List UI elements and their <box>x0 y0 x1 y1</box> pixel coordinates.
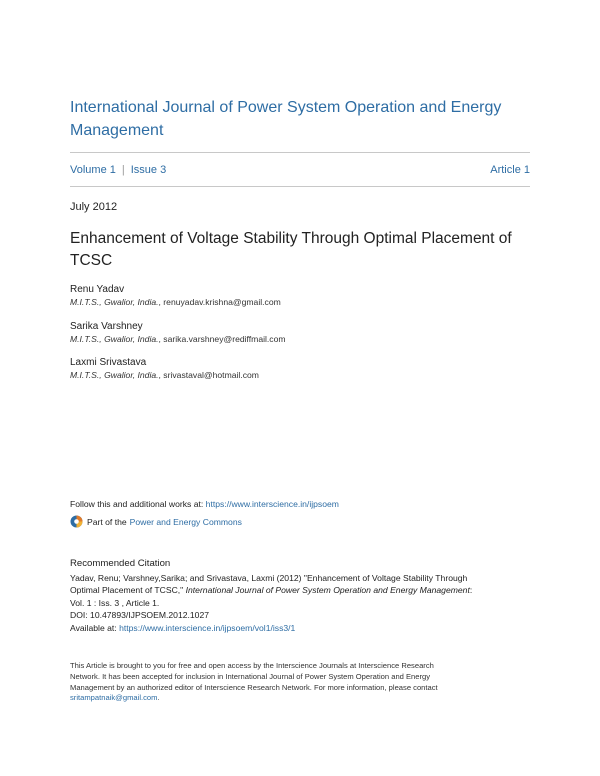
article-title-line2: TCSC <box>70 252 113 269</box>
citation-line2 <box>70 584 530 597</box>
citation-line3: Vol. 1 : Iss. 3 , Article 1. <box>70 597 160 608</box>
recommended-citation <box>70 558 530 635</box>
citation-journal-name: International Journal of Power System Operation and Energy Management <box>185 585 470 596</box>
affiliation-text: M.I.T.S., Gwalior, India. <box>70 370 159 380</box>
bottom-divider <box>70 186 530 187</box>
issue-link[interactable]: Issue 3 <box>130 164 167 176</box>
citation-doi: DOI: 10.47893/IJPSOEM.2012.1027 <box>70 610 210 621</box>
follow-link[interactable]: https://www.interscience.in/ijpsoem <box>205 499 339 509</box>
citation-line2-end: : <box>469 585 473 596</box>
issue-line <box>70 163 530 177</box>
available-link[interactable]: https://www.interscience.in/ijpsoem/vol1/iss3/1 <box>119 622 296 633</box>
author-block <box>70 356 259 382</box>
article-title <box>70 228 530 272</box>
part-of-text: Part of the <box>87 516 127 527</box>
volume-link[interactable]: Volume 1 <box>70 164 116 176</box>
author-name: Sarika Varshney <box>70 321 143 332</box>
footer-line3: Management by an authorized editor of Interscience Research Network. For more information, please contact <box>70 682 438 692</box>
affiliation-text: M.I.T.S., Gwalior, India. <box>70 334 159 344</box>
journal-title-line2[interactable]: Management <box>70 122 164 139</box>
footer-end: . <box>157 693 160 703</box>
citation-heading: Recommended Citation <box>70 558 171 569</box>
part-of-link[interactable]: Power and Energy Commons <box>129 516 242 527</box>
footer-line1: This Article is brought to you for free and open access by the Interscience Journals at Interscience Research <box>70 661 434 670</box>
top-divider <box>70 152 530 153</box>
journal-title[interactable] <box>70 96 510 142</box>
contact-email-link[interactable]: sritampatnaik@gmail.com <box>70 693 158 703</box>
article-link[interactable]: Article 1 <box>490 164 530 176</box>
citation-line1: Yadav, Renu; Varshney,Sarika; and Srivastava, Laxmi (2012) "Enhancement of Voltage Stability Through <box>70 572 468 583</box>
follow-text: Follow this and additional works at: <box>70 499 206 509</box>
journal-title-line1[interactable]: International Journal of Power System Operation and Energy <box>70 99 502 116</box>
author-name: Renu Yadav <box>70 284 125 295</box>
separator: | <box>121 164 125 176</box>
footer-line2: Network. It has been accepted for inclusion in International Journal of Power System Operation and Energy <box>70 671 431 681</box>
author-email: , srivastaval@hotmail.com <box>158 370 259 380</box>
publication-date: July 2012 <box>70 201 118 213</box>
author-name: Laxmi Srivastava <box>70 357 147 368</box>
part-of-line <box>70 515 242 528</box>
author-affiliation <box>70 333 286 346</box>
author-email: , renuyadav.krishna@gmail.com <box>158 297 281 307</box>
article-title-line1: Enhancement of Voltage Stability Through Optimal Placement of <box>70 230 512 247</box>
author-block <box>70 320 286 346</box>
open-access-note <box>70 661 530 704</box>
author-email: , sarika.varshney@rediffmail.com <box>158 334 286 344</box>
network-commons-icon <box>70 515 83 528</box>
citation-line2-plain: Optimal Placement of TCSC," <box>70 585 186 596</box>
author-block <box>70 283 281 309</box>
author-affiliation <box>70 369 259 382</box>
citation-available <box>70 622 530 635</box>
affiliation-text: M.I.T.S., Gwalior, India. <box>70 297 159 307</box>
author-affiliation <box>70 296 281 309</box>
available-label: Available at: <box>70 622 120 633</box>
follow-line <box>70 499 339 509</box>
